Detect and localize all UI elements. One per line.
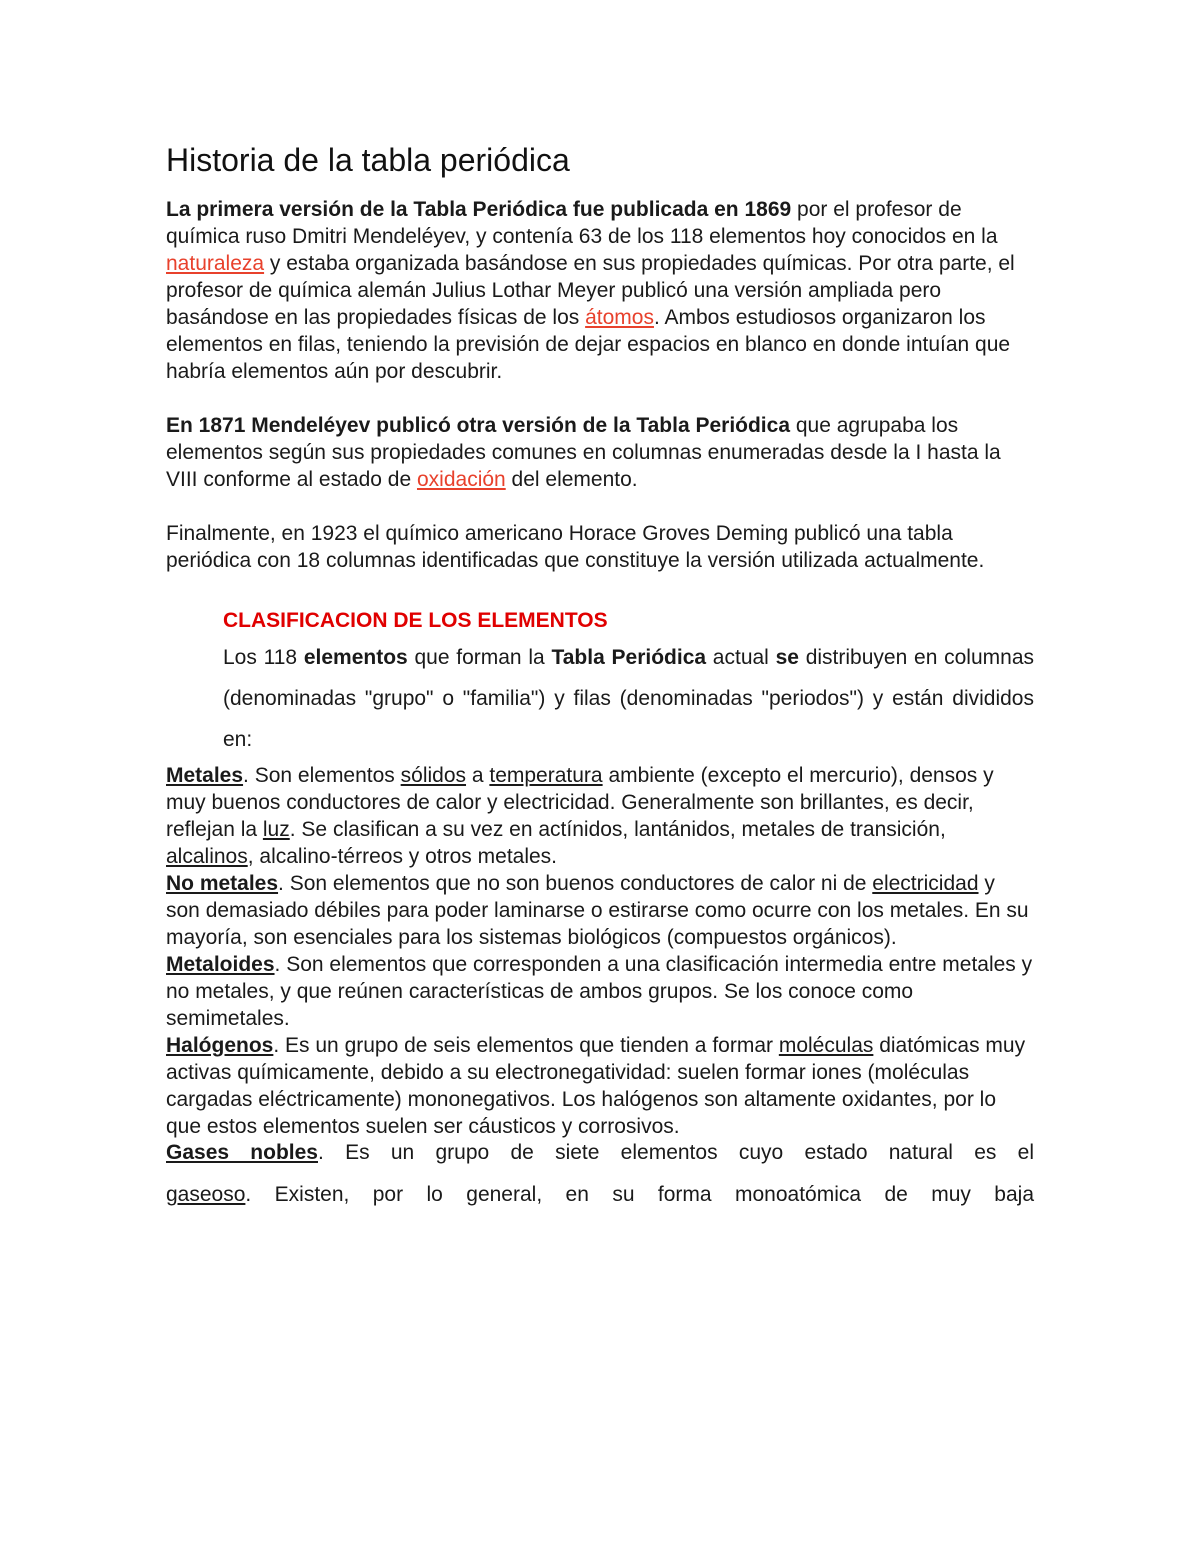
- link-atomos[interactable]: átomos: [585, 306, 654, 329]
- link-oxidacion[interactable]: oxidación: [416, 468, 506, 491]
- link-moleculas[interactable]: moléculas: [778, 1034, 874, 1057]
- term-metales: Metales: [166, 764, 244, 787]
- paragraph-first-version: La primera versión de la Tabla Periódica fue publicada en 1869 por el profesor de química ruso Dmitri Mendeléyev, y contenía 63 de los 118 elementos hoy conocidos en la naturaleza y estaba organizada basándose en sus propiedades químicas. Por otra parte, el profesor de química alemán Julius Lothar Meyer publicó una versión ampliada pero basándose en las propiedades físicas de los átomos. Ambos estudiosos organizaron los elementos en filas, teniendo la previsión de dejar espacios en blanco en donde intuían que habría elementos aún por descubrir.: [166, 198, 1015, 383]
- bold-phrase: La primera versión de la Tabla Periódica fue publicada en 1869: [166, 198, 792, 221]
- term-halogenos: Halógenos: [166, 1034, 274, 1057]
- link-naturaleza[interactable]: naturaleza: [166, 252, 265, 275]
- term-metaloides: Metaloides: [166, 953, 275, 976]
- bold-phrase: En 1871 Mendeléyev publicó otra versión de la Tabla Periódica: [166, 414, 791, 437]
- spacer: [166, 493, 1034, 520]
- link-gaseoso[interactable]: gaseoso: [166, 1183, 246, 1206]
- classification-block: [166, 605, 1034, 760]
- page-title: Historia de la tabla periódica: [166, 142, 570, 178]
- spacer: [166, 385, 1034, 412]
- paragraph-1871-version: En 1871 Mendeléyev publicó otra versión de la Tabla Periódica que agrupaba los elementos según sus propiedades comunes en columnas enumeradas desde la I hasta la VIII conforme al estado de oxidación del elemento.: [166, 414, 1001, 491]
- link-solidos[interactable]: sólidos: [400, 764, 467, 787]
- paragraph-deming: Finalmente, en 1923 el químico americano Horace Groves Deming publicó una tabla periódica con 18 columnas identificadas que constituye la versión utilizada actualmente.: [166, 522, 985, 572]
- link-luz[interactable]: luz: [262, 818, 290, 841]
- entry-halogenos: Halógenos. Es un grupo de seis elementos que tienden a formar moléculas diatómicas muy activas químicamente, debido a su electronegatividad: suelen formar iones (moléculas cargadas eléctricamente) mononegativos. Los halógenos son altamente oxidantes, por lo que estos elementos suelen ser cáusticos y corrosivos.: [166, 1034, 1026, 1138]
- spacer: [166, 574, 1034, 599]
- entry-metales: Metales. Son elementos sólidos a temperatura ambiente (excepto el mercurio), densos y muy buenos conductores de calor y electricidad. Generalmente son brillantes, es decir, reflejan la luz. Se clasifican a su vez en actínidos, lantánidos, metales de transición, alcalinos, alcalino-térreos y otros metales.: [166, 764, 994, 868]
- entry-metaloides: Metaloides. Son elementos que corresponden a una clasificación intermedia entre metales y no metales, y que reúnen características de ambos grupos. Se los conoce como semimetales.: [166, 953, 1033, 1030]
- classification-intro: Los 118 elementos que forman la Tabla Periódica actual se distribuyen en columnas (denominadas "grupo" o "familia") y filas (denominadas "periodos") y están divididos en:: [223, 646, 1035, 751]
- entry-gases-nobles: Gases nobles. Es un grupo de siete elementos cuyo estado natural es el gaseoso. Existen, por lo general, en su forma monoatómica de muy baja: [166, 1141, 1035, 1206]
- link-temperatura[interactable]: temperatura: [489, 764, 603, 787]
- term-gases-nobles: Gases nobles: [166, 1141, 318, 1164]
- section-title: CLASIFICACION DE LOS ELEMENTOS: [223, 609, 608, 632]
- entry-no-metales: No metales. Son elementos que no son buenos conductores de calor ni de electricidad y son demasiado débiles para poder laminarse o estirarse como ocurre con los metales. En su mayoría, son esenciales para los sistemas biológicos (compuestos orgánicos).: [166, 872, 1029, 949]
- term-no-metales: No metales: [166, 872, 279, 895]
- document-body: [166, 138, 1034, 1216]
- link-electricidad[interactable]: electricidad: [872, 872, 979, 895]
- link-alcalinos[interactable]: alcalinos: [166, 845, 248, 868]
